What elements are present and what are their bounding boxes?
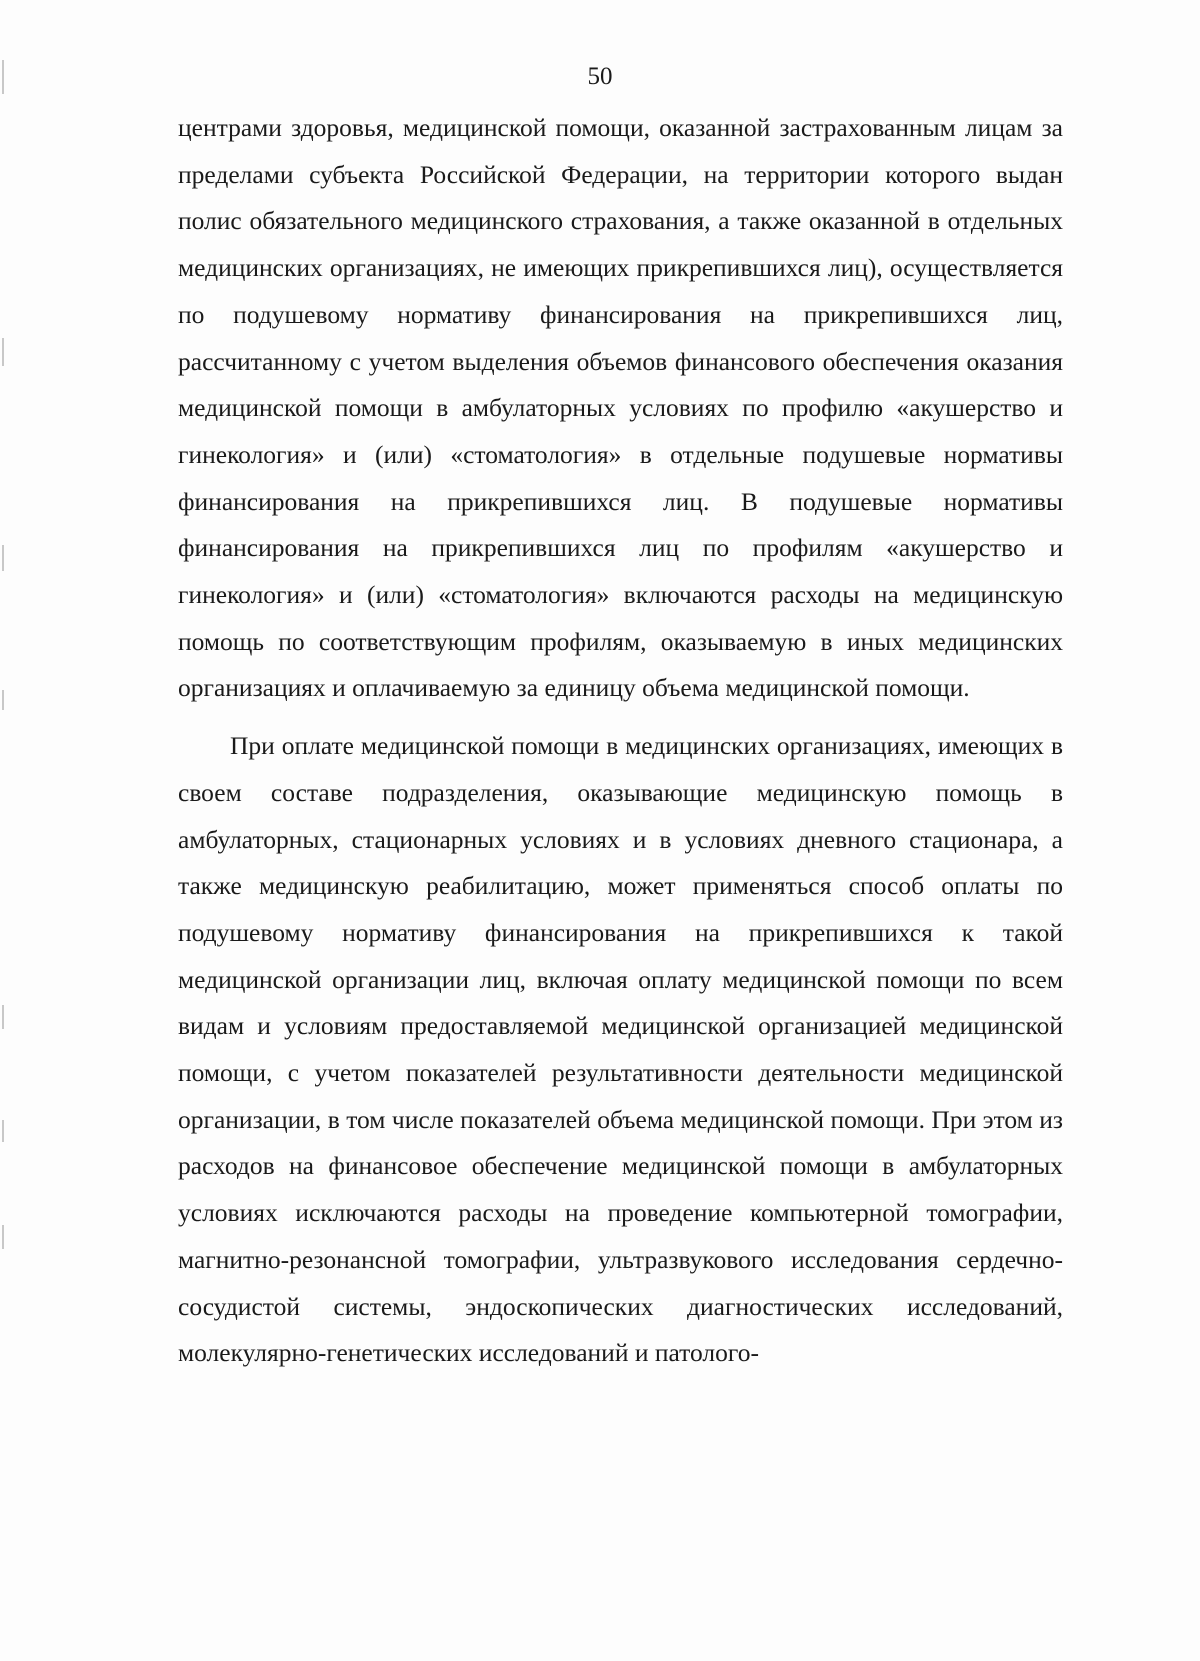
page-number: 50 bbox=[587, 63, 613, 90]
document-body bbox=[178, 105, 1063, 1377]
scan-edge-mark bbox=[2, 1005, 4, 1029]
scan-edge-mark bbox=[2, 338, 4, 366]
scan-edge-mark bbox=[2, 690, 4, 710]
scan-edge-mark bbox=[2, 1120, 4, 1142]
paragraph: При оплате медицинской помощи в медицинских организациях, имеющих в своем составе подразделения, оказывающие медицинскую помощь в амбулаторных, стационарных условиях и в условиях дневного стационара, а также медицинскую реабилитацию, может применяться способ оплаты по подушевому нормативу финансирования на прикрепившихся к такой медицинской организации лиц, включая оплату медицинской помощи по всем видам и условиям предоставляемой медицинской организацией медицинской помощи, с учетом показателей результативности деятельности медицинской организации, в том числе показателей объема медицинской помощи. При этом из расходов на финансовое обеспечение медицинской помощи в амбулаторных условиях исключаются расходы на проведение компьютерной томографии, магнитно-резонансной томографии, ультразвукового исследования сердечно-сосудистой системы, эндоскопических диагностических исследований, молекулярно-генетических исследований и патолого- bbox=[178, 731, 1063, 1368]
paragraph-continuation: центрами здоровья, медицинской помощи, оказанной застрахованным лицам за пределами субъекта Российской Федерации, на территории которого выдан полис обязательного медицинского страхования, а также оказанной в отдельных медицинских организациях, не имеющих прикрепившихся лиц), осуществляется по подушевому нормативу финансирования на прикрепившихся лиц, рассчитанному с учетом выделения объемов финансового обеспечения оказания медицинской помощи в амбулаторных условиях по профилю «акушерство и гинекология» и (или) «стоматология» в отдельные подушевые нормативы финансирования на прикрепившихся лиц. В подушевые нормативы финансирования на прикрепившихся лиц по профилям «акушерство и гинекология» и (или) «стоматология» включаются расходы на медицинскую помощь по соответствующим профилям, оказываемую в иных медицинских организациях и оплачиваемую за единицу объема медицинской помощи. bbox=[178, 113, 1063, 703]
scan-edge-mark bbox=[2, 545, 4, 571]
scan-edge-mark bbox=[2, 1225, 4, 1249]
